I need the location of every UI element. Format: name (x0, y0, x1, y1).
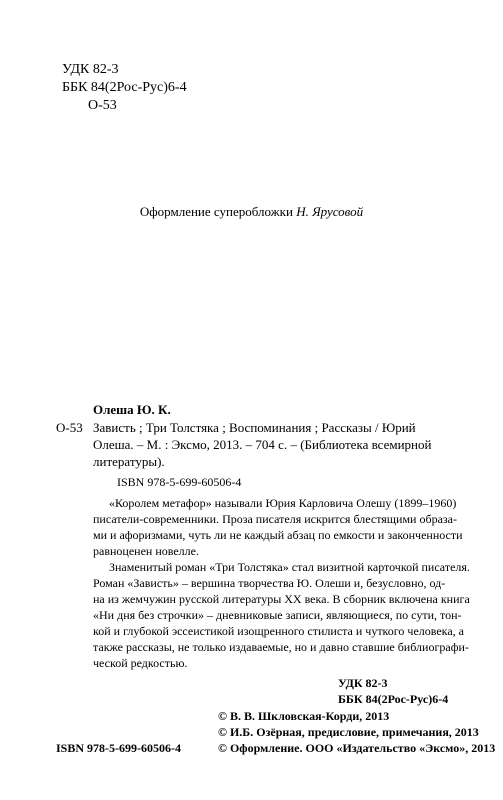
annotation-line: на из жемчужин русской литературы XX века. В сборник включена книга (93, 592, 470, 606)
annotation-line: «Королем метафор» называли Юрия Карловича Олешу (1899–1960) (109, 496, 457, 510)
bottom-bbk: ББК 84(2Рос-Рус)6-4 (338, 692, 449, 706)
catalog-code: О-53 (56, 420, 83, 435)
annotation-line: кой и глубокой эссеистикой изощренного стилиста и чуткого человека, а (93, 624, 464, 638)
annotation-line: ческой редкостью. (93, 656, 188, 670)
copyright-line: © В. В. Шкловская-Корди, 2013 (218, 709, 390, 723)
catalog-author: Олеша Ю. К. (93, 402, 171, 417)
copyright-isbn: ISBN 978-5-699-60506-4 (56, 741, 181, 755)
copyright-line: © Оформление. ООО «Издательство «Эксмо», 2013 (218, 741, 496, 755)
header-udk: УДК 82-3 (62, 62, 119, 77)
cover-design-credit (0, 203, 503, 220)
annotation-line: Роман «Зависть» – вершина творчества Ю. Олеши и, безусловно, од- (93, 576, 446, 590)
bottom-udk: УДК 82-3 (338, 676, 388, 690)
annotation-line: «Ни дня без строчки» – дневниковые записи, являющиеся, по сути, тон- (93, 608, 462, 622)
annotation-line: равноценен новелле. (93, 544, 199, 558)
header-code: О-53 (88, 98, 117, 113)
annotation-line: ми и афоризмами, чуть ли не каждый абзац по емкости и законченности (93, 528, 463, 542)
cover-design-name: Н. Ярусовой (296, 204, 364, 219)
annotation (93, 495, 470, 671)
annotation-line: также рассказы, не только издаваемые, но и давно ставшие библиографи- (93, 640, 469, 654)
catalog-description-line: литературы). (93, 454, 165, 469)
catalog-description-line: Олеша. – М. : Эксмо, 2013. – 704 с. – (Библиотека всемирной (93, 437, 432, 452)
header-bbk: ББК 84(2Рос-Рус)6-4 (62, 80, 187, 95)
copyright-lines (218, 708, 495, 756)
copyright-line: © И.Б. Озёрная, предисловие, примечания, 2013 (218, 725, 479, 739)
catalog-isbn: ISBN 978-5-699-60506-4 (117, 475, 242, 489)
catalog-description (93, 419, 453, 470)
annotation-line: писатели-современники. Проза писателя искрится блестящими образа- (93, 512, 457, 526)
annotation-line: Знаменитый роман «Три Толстяка» стал визитной карточкой писателя. (109, 560, 470, 574)
cover-design-prefix: Оформление суперобложки (139, 204, 293, 219)
catalog-description-line: Зависть ; Три Толстяка ; Воспоминания ; Рассказы / Юрий (93, 420, 416, 435)
